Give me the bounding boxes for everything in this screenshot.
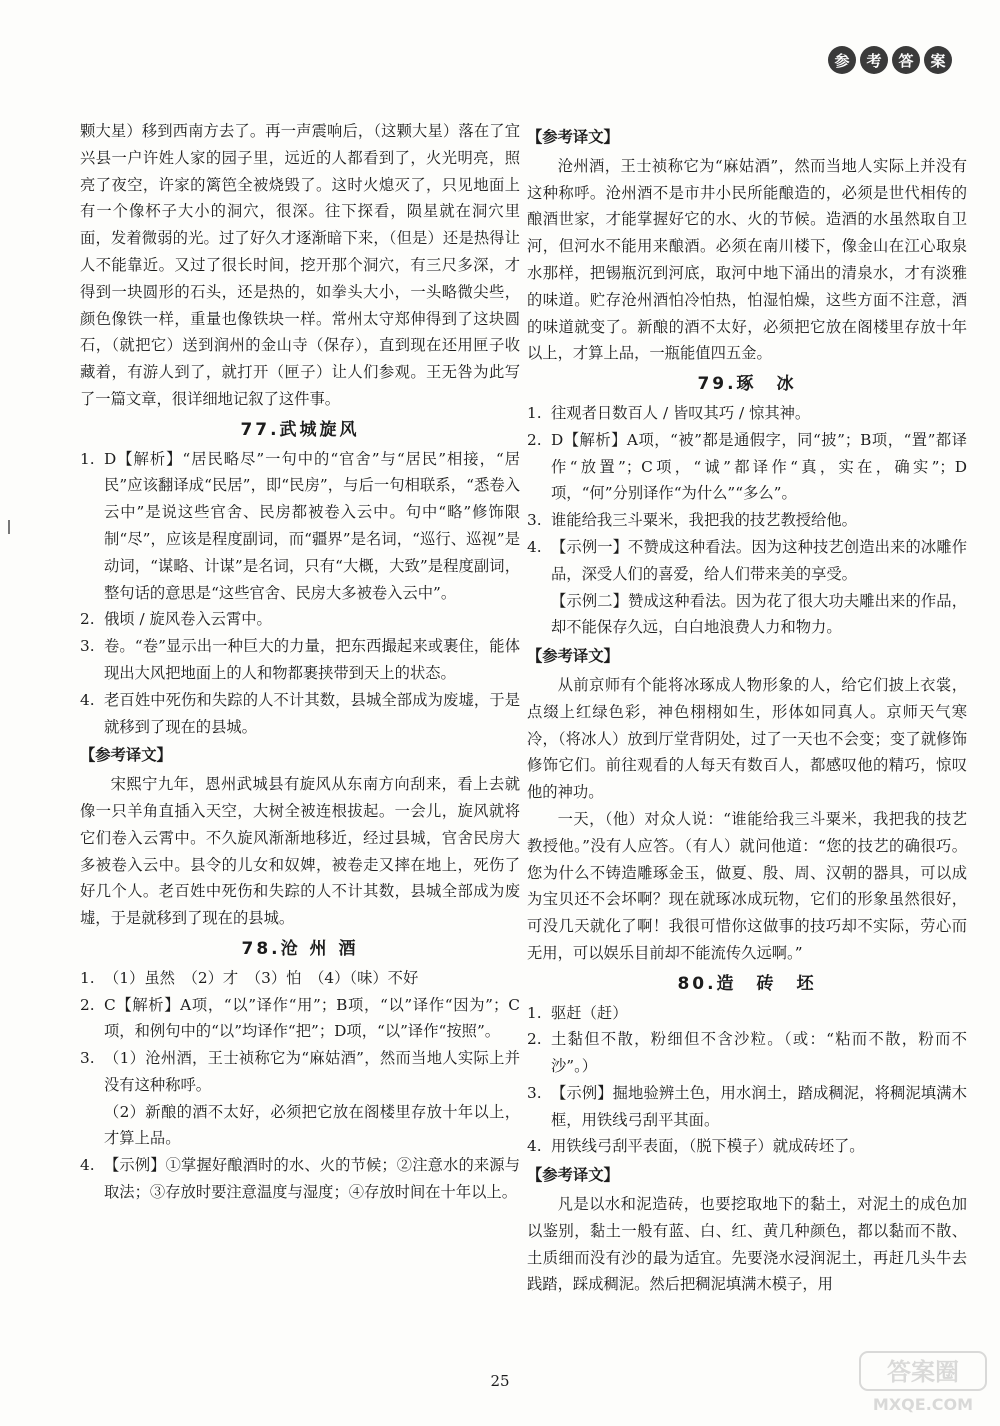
- header-badge: 答: [892, 46, 920, 74]
- item-text: D【解析】“居民略尽”一句中的“官舍”与“居民”相接，“居民”应该翻译成“民居”，即“民房”，与后一句相联系，“悉卷入云中”是说这些官舍、民房都被卷入云中。句中“略”修饰限制“尽”，应该是程度副词，而“疆界”是名词，“巡行、巡视”是动词，“谋略、计谋”是名词，只有“大概，大致”是程度副词，整句话的意思是“这些官舍、民房大多被卷入云中”。: [104, 449, 520, 602]
- item-number: 4.: [527, 537, 542, 556]
- intro-text: 颗大星）移到西南方去了。再一声震响后，（这颗大星）落在了宜兴县一户许姓人家的园子里，远近的人都看到了，火光明亮，照亮了夜空，许家的篱笆全被烧毁了。这时火熄灭了，只见地面上有一个像杯子大小的洞穴，很深。往下探看，陨星就在洞穴里面，发着微弱的光。过了好久才逐渐暗下来，（但是）还是热得让人不能靠近。又过了很长时间，挖开那个洞穴，有三尺多深，才得到一块圆形的石头，还是热的，如拳头大小，一头略微尖些，颜色像铁一样，重量也像铁块一样。常州太守郑伸得到了这块圆石，（就把它）送到润州的金山寺（保存），直到现在还用匣子收藏着，有游人到了，就打开（匣子）让人们参观。王无咎为此写了一篇文章，很详细地记叙了这件事。: [80, 122, 520, 408]
- item-text: 卷。“卷”显示出一种巨大的力量，把东西撮起来或裹住，能体现出大风把地面上的人和物都裹挟带到天上的状态。: [104, 637, 520, 682]
- list-item: [80, 687, 520, 741]
- spine-mark: [8, 520, 10, 534]
- header-badges: [828, 46, 952, 74]
- reference-translation-label: 【参考译文】: [527, 1166, 619, 1185]
- section-title-78: 78.沧 州 酒: [241, 938, 359, 959]
- header-badge: 参: [828, 46, 856, 74]
- header-badge: 考: [860, 46, 888, 74]
- item-text: D【解析】A项，“被”都是通假字，同“披”；B项，“置”都译作“放置”；C项，“诚”都译作“真，实在，确实”；D项，“何”分别译作“为什么”“多么”。: [551, 430, 967, 503]
- list-item: [527, 534, 967, 588]
- reference-translation-label: 【参考译文】: [527, 647, 619, 666]
- item-number: 1.: [527, 1003, 542, 1022]
- item-text: 【示例】掘地验辨土色，用水润土，踏成稠泥，将稠泥填满木框，用铁线弓刮平其面。: [551, 1083, 967, 1129]
- watermark-url: MXQE.COM: [872, 1395, 974, 1414]
- item-text: （1）沧州酒，王士祯称它为“麻姑酒”，然而当地人实际上并没有这种称呼。: [104, 1049, 520, 1094]
- reference-translation-text: 凡是以水和泥造砖，也要挖取地下的黏土，对泥土的成色加以鉴别，黏土一般有蓝、白、红、黄几种颜色，都以黏而不散、土质细而没有沙的最为适宜。先要浇水浸润泥土，再赶几头牛去践踏，踩成稠泥。然后把稠泥填满木模子，用: [527, 1195, 967, 1294]
- item-text: 俄顷 / 旋风卷入云霄中。: [104, 610, 272, 629]
- item-text: 老百姓中死伤和失踪的人不计其数，县城全部成为废墟，于是就移到了现在的县城。: [104, 690, 520, 736]
- item-number: 1.: [80, 449, 95, 468]
- item-text: 【示例】①掌握好酿酒时的水、火的节候；②注意水的来源与取法；③存放时要注意温度与湿度；④存放时间在十年以上。: [104, 1156, 520, 1202]
- item-number: 4.: [527, 1137, 542, 1156]
- item-subtext: （2）新酿的酒不太好，必须把它放在阁楼里存放十年以上，才算上品。: [104, 1102, 520, 1148]
- right-column: [527, 122, 967, 1298]
- item-text: C【解析】A项，“以”译作“用”；B项，“以”译作“因为”；C项，和例句中的“以”均译作“把”；D项，“以”译作“按照”。: [104, 995, 520, 1041]
- reference-translation-label: 【参考译文】: [80, 746, 172, 765]
- left-column: [80, 118, 520, 1206]
- item-number: 3.: [527, 511, 542, 530]
- list-item: [80, 633, 520, 687]
- item-number: 2.: [80, 610, 95, 629]
- item-number: 2.: [527, 430, 542, 449]
- list-item: [527, 427, 967, 507]
- item-number: 3.: [80, 637, 95, 656]
- list-item: [80, 446, 520, 607]
- reference-translation-text: 宋熙宁九年，恩州武城县有旋风从东南方向刮来，看上去就像一只羊角直插入天空，大树全被连根拔起。一会儿，旋风就将它们卷入云霄中。不久旋风渐渐地移近，经过县城，官舍民房大多被卷入云中。县令的儿女和奴婢，被卷走又摔在地上，死伤了好几个人。老百姓中死伤和失踪的人不计其数，县城全部成为废墟，于是就移到了现在的县城。: [80, 775, 520, 928]
- list-item: [527, 507, 967, 534]
- list-item: [527, 1000, 967, 1027]
- section-title-79: 79.琢 冰: [697, 374, 797, 395]
- list-item: [80, 965, 520, 992]
- item-number: 2.: [80, 995, 95, 1014]
- page-number: 25: [490, 1372, 510, 1390]
- item-text: 谁能给我三斗粟米，我把我的技艺教授给他。: [551, 511, 857, 530]
- item-number: 2.: [527, 1030, 542, 1049]
- list-item: [527, 1026, 967, 1080]
- item-text: （1）虽然 （2）才 （3）怕 （4）（味）不好: [104, 968, 419, 987]
- item-text: 土黏但不散，粉细但不含沙粒。（或：“粘而不散，粉而不沙”。）: [551, 1030, 967, 1076]
- item-number: 4.: [80, 690, 95, 709]
- item-subtext: 【示例二】赞成这种看法。因为花了很大功夫雕出来的作品，却不能保存久远，白白地浪费人力和物力。: [551, 591, 967, 637]
- watermark-text: 答案圈: [887, 1358, 959, 1386]
- header-badge: 案: [924, 46, 952, 74]
- item-text: 用铁线弓刮平表面，（脱下模子）就成砖坯了。: [551, 1137, 865, 1156]
- item-number: 3.: [80, 1049, 95, 1068]
- section-title-77: 77.武城旋风: [240, 419, 360, 440]
- reference-translation-label: 【参考译文】: [527, 128, 619, 146]
- item-number: 3.: [527, 1083, 542, 1102]
- reference-translation-text: 沧州酒，王士祯称它为“麻姑酒”，然而当地人实际上并没有这种称呼。沧州酒不是市井小民所能酿造的，必须是世代相传的酿酒世家，才能掌握好它的水、火的节候。造酒的水虽然取自卫河，但河水不能用来酿酒。必须在南川楼下，像金山在江心取泉水那样，把锡瓶沉到河底，取河中地下涌出的清泉水，才有淡雅的味道。贮存沧州酒怕冷怕热，怕湿怕燥，这些方面不注意，酒的味道就变了。新酿的酒不太好，必须把它放在阁楼里存放十年以上，才算上品，一瓶能值四五金。: [527, 156, 967, 363]
- item-number: 1.: [527, 403, 542, 422]
- watermark-logo: [858, 1348, 988, 1418]
- list-item: [80, 606, 520, 633]
- item-number: 1.: [80, 968, 95, 987]
- list-item: [527, 1133, 967, 1160]
- section-title-80: 80.造 砖 坯: [677, 973, 817, 994]
- reference-translation-text: 从前京师有个能将冰琢成人物形象的人，给它们披上衣裳，点缀上红绿色彩，神色栩栩如生，形体如同真人。京师天气寒冷，（将冰人）放到厅堂背阴处，过了一天也不会变；变了就修饰修饰它们。前往观看的人每天有数百人，都感叹他的精巧，惊叹他的神功。: [527, 675, 967, 802]
- list-item: [80, 1045, 520, 1099]
- item-text: 往观者日数百人 / 皆叹其巧 / 惊其神。: [551, 403, 811, 422]
- list-item: [80, 1152, 520, 1206]
- item-text: 【示例一】不赞成这种看法。因为这种技艺创造出来的冰雕作品，深受人们的喜爱，给人们带来美的享受。: [551, 537, 967, 583]
- list-item: [527, 1080, 967, 1134]
- list-item: [527, 400, 967, 427]
- item-text: 驱赶（赶）: [551, 1003, 628, 1022]
- item-number: 4.: [80, 1156, 95, 1175]
- list-item: [80, 992, 520, 1046]
- reference-translation-text: 一天，（他）对众人说：“谁能给我三斗粟米，我把我的技艺教授他。”没有人应答。（有人）就问他道：“您的技艺的确很巧。您为什么不铸造雕琢金玉，做夏、殷、周、汉朝的器具，可以成为宝贝还不会坏啊？现在就琢冰成玩物，它们的形象虽然很好，可没几天就化了啊！我很可惜你这做事的技巧却不实际，劳心而无用，可以娱乐目前却不能流传久远啊。”: [527, 809, 967, 962]
